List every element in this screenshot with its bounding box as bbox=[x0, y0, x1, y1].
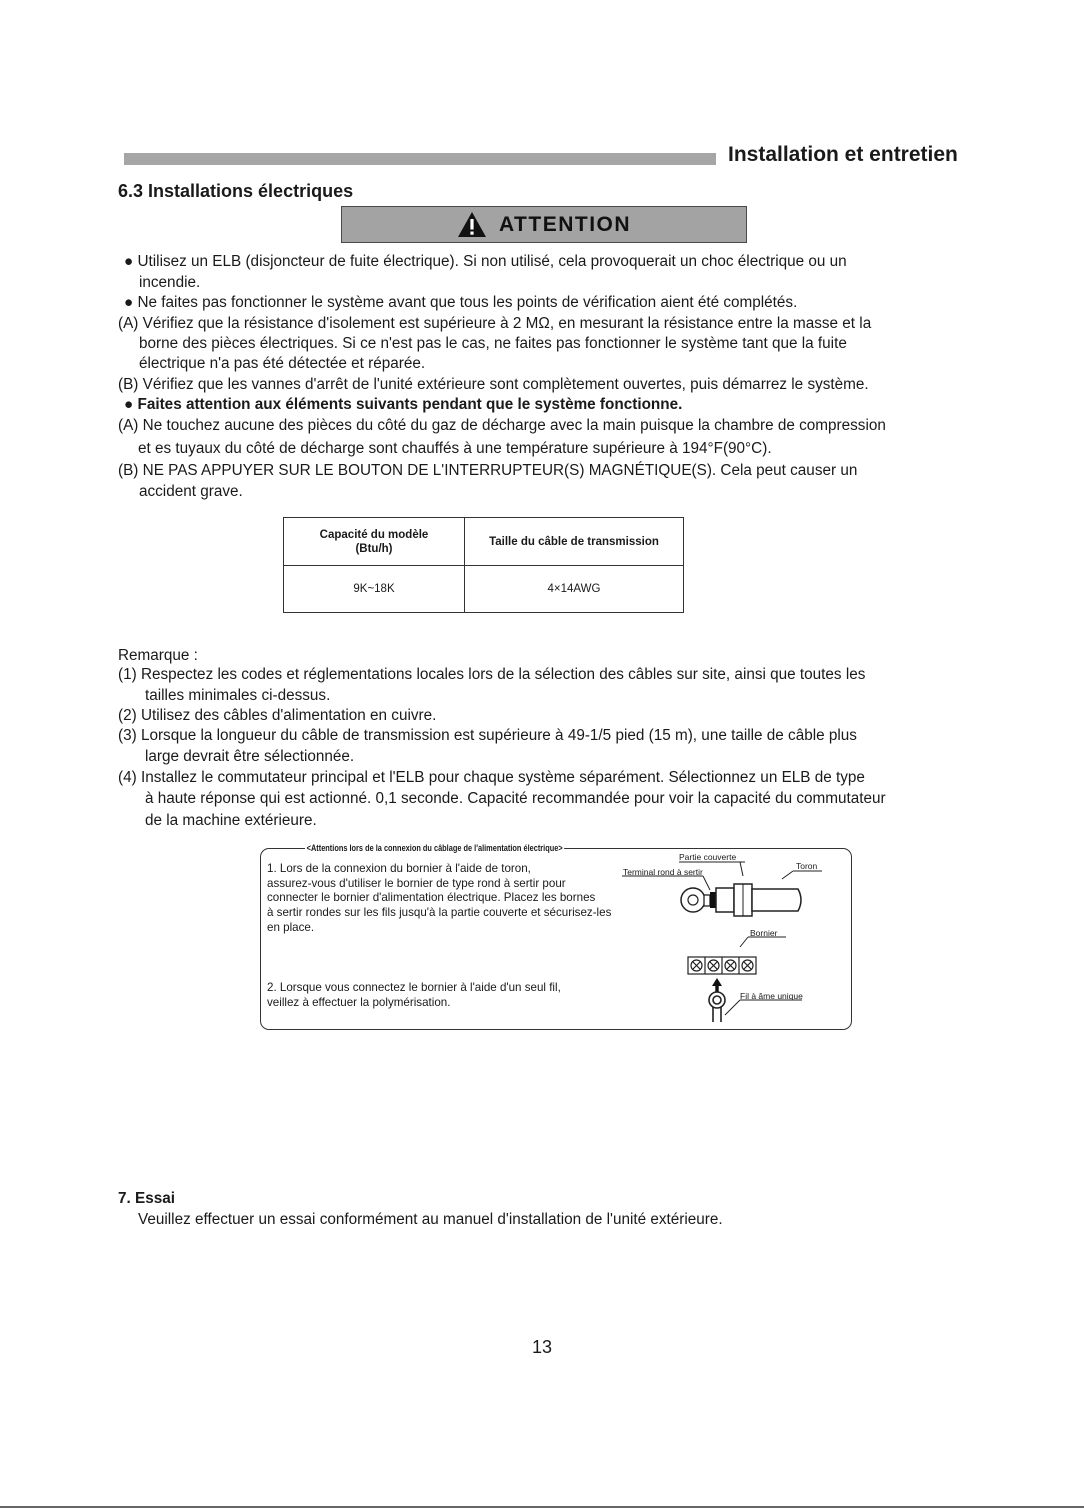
step1-line: assurez-vous d'utiliser le bornier de type rond à sertir pour bbox=[267, 877, 566, 890]
table-cell: 9K~18K bbox=[284, 566, 465, 613]
attention-banner bbox=[341, 206, 747, 243]
remark-line: à haute réponse qui est actionné. 0,1 seconde. Capacité recommandée pour voir la capacité du commutateur bbox=[145, 790, 886, 807]
body-line: (B) Vérifiez que les vannes d'arrêt de l'unité extérieure sont complètement ouvertes, puis démarrez le système. bbox=[118, 376, 869, 393]
remark-line: (2) Utilisez des câbles d'alimentation en cuivre. bbox=[118, 707, 437, 724]
bottom-rule bbox=[0, 1506, 1084, 1508]
body-line: ● Utilisez un ELB (disjoncteur de fuite électrique). Si non utilisé, cela provoquerait un choc électrique ou un bbox=[124, 253, 847, 270]
remark-line: tailles minimales ci-dessus. bbox=[145, 687, 331, 704]
body-line: ● Ne faites pas fonctionner le système avant que tous les points de vérification aient été complétés. bbox=[124, 294, 798, 311]
step1-line: à sertir rondes sur les fils jusqu'à la partie couverte et sécurisez-les bbox=[267, 906, 612, 919]
step2-line: 2. Lorsque vous connectez le bornier à l'aide d'un seul fil, bbox=[267, 981, 561, 994]
body-line: et es tuyaux du côté de décharge sont chauffés à une température supérieure à 194°F(90°C). bbox=[138, 440, 772, 457]
header-title: Installation et entretien bbox=[728, 143, 958, 166]
arrow-up-icon bbox=[712, 978, 722, 992]
remark-line: (1) Respectez les codes et réglementations locales lors de la sélection des câbles sur site, ainsi que toutes les bbox=[118, 666, 866, 683]
step2-line: veillez à effectuer la polymérisation. bbox=[267, 996, 451, 1009]
body-line: borne des pièces électriques. Si ce n'est pas le cas, ne faites pas fonctionner le système tant que la fuite bbox=[139, 335, 847, 352]
remark-line: (4) Installez le commutateur principal et l'ELB pour chaque système séparément. Sélectionnez un ELB de type bbox=[118, 769, 865, 786]
table-header: Taille du câble de transmission bbox=[465, 518, 684, 566]
remarks-title: Remarque : bbox=[118, 647, 198, 664]
body-line: incendie. bbox=[139, 274, 201, 291]
terminal-block-icon bbox=[688, 957, 756, 974]
step1-line: 1. Lors de la connexion du bornier à l'aide de toron, bbox=[267, 862, 531, 875]
label-terminal-block: Bornier bbox=[750, 928, 778, 938]
section7-title: 7. Essai bbox=[118, 1190, 175, 1207]
table-header: Capacité du modèle (Btu/h) bbox=[284, 518, 465, 566]
attention-label: ATTENTION bbox=[498, 212, 632, 236]
cable-size-table bbox=[283, 517, 684, 613]
label-strand: Toron bbox=[796, 861, 818, 871]
remark-line: (3) Lorsque la longueur du câble de transmission est supérieure à 49-1/5 pied (15 m), une taille de câble plus bbox=[118, 727, 857, 744]
section-title: 6.3 Installations électriques bbox=[118, 181, 354, 201]
stranded-wire-icon bbox=[752, 889, 801, 911]
remark-line: large devrait être sélectionnée. bbox=[145, 748, 355, 765]
body-line-bold: ● Faites attention aux éléments suivants pendant que le système fonctionne. bbox=[124, 396, 683, 413]
label-covered-part: Partie couverte bbox=[679, 852, 737, 862]
remark-line: de la machine extérieure. bbox=[145, 812, 317, 829]
label-ring-terminal: Terminal rond à sertir bbox=[623, 867, 703, 877]
header-rule bbox=[124, 153, 716, 165]
wiring-illustration bbox=[600, 850, 850, 1030]
single-core-wire-icon bbox=[709, 992, 725, 1022]
wiring-panel-caption: <Attentions lors de la connexion du câblage de l'alimentation électrique> bbox=[306, 843, 563, 853]
body-line: électrique n'a pas été détectée et réparée. bbox=[139, 355, 426, 372]
warning-triangle-icon bbox=[457, 211, 487, 238]
body-line: (A) Ne touchez aucune des pièces du côté du gaz de décharge avec la main puisque la chambre de compression bbox=[118, 417, 886, 434]
step1-line: connecter le bornier d'alimentation électrique. Placez les bornes bbox=[267, 891, 596, 904]
label-single-core-wire: Fil à âme unique bbox=[740, 991, 803, 1001]
table-row bbox=[284, 566, 684, 613]
page-number: 13 bbox=[531, 1337, 553, 1357]
body-line: accident grave. bbox=[139, 483, 243, 500]
step1-line: en place. bbox=[267, 921, 315, 934]
table-cell: 4×14AWG bbox=[465, 566, 684, 613]
body-line: (A) Vérifiez que la résistance d'isolement est supérieure à 2 MΩ, en mesurant la résistance entre la masse et la bbox=[118, 315, 872, 332]
section7-text: Veuillez effectuer un essai conformément au manuel d'installation de l'unité extérieure. bbox=[138, 1211, 723, 1228]
table-header-row bbox=[284, 518, 684, 566]
body-line: (B) NE PAS APPUYER SUR LE BOUTON DE L'INTERRUPTEUR(S) MAGNÉTIQUE(S). Cela peut causer un bbox=[118, 462, 858, 479]
ring-terminal-icon bbox=[681, 884, 752, 916]
